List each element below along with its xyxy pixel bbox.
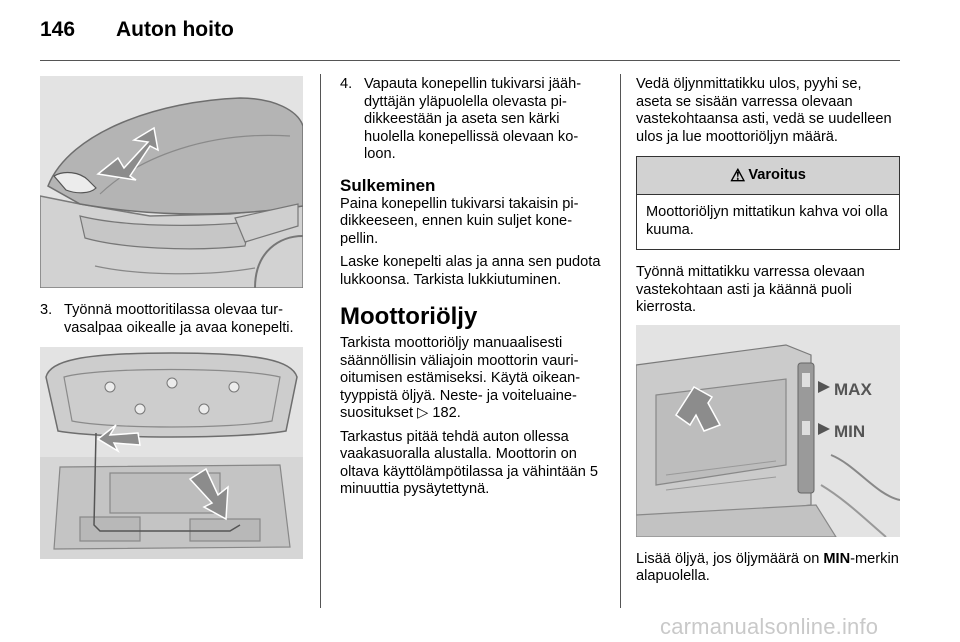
dipstick-max-label: MAX [834,379,872,399]
closing-paragraph-1: Paina konepellin tukivarsi takaisin pidikkeeseen, ennen kuin suljet konepellin. [340,195,579,247]
dipstick-paragraph-3-after: -merkin alapuolella. [636,550,899,584]
step-3 [40,302,303,337]
hood-prop-illustration [40,347,303,559]
dipstick-paragraph-3-before: Lisää öljyä, jos öljymäärä on [636,550,824,567]
warning-box [636,156,900,250]
dipstick-min-label: MIN [834,421,866,441]
page-header [40,18,900,60]
dipstick-illustration [636,325,900,537]
watermark: carmanualsonline.info [660,614,879,639]
engine-oil-paragraph-1-text: Tarkista moottoriöljy manuaalisesti säännöllisin väliajoin moottorin vaurioitumisen estämiseksi. Käytä oikeantyyppistä öljyä. Neste- ja voiteluainesuositukset [340,335,581,421]
warning-body: Moottoriöljyn mittatikun kahva voi olla kuuma. [646,204,888,238]
page-title: Auton hoito [116,18,234,41]
engine-oil-heading: Moottoriöljy [340,303,478,330]
step-4 [340,76,604,164]
step-3-number: 3. [40,302,53,318]
engine-oil-paragraph-1 [340,335,604,423]
dipstick-paragraph-3 [636,551,900,586]
engine-oil-reference-link[interactable]: 182. [432,405,461,421]
page-reference-arrow-icon: ▷ [417,405,429,421]
min-mark-label: MIN [823,550,851,567]
column-divider-right [620,74,621,608]
warning-header [637,157,899,195]
step-4-number: 4. [340,76,353,92]
column-divider-left [320,74,321,608]
step-4-text: Vapauta konepellin tukivarsi jäähdyttäjän yläpuolella olevasta pidikkeestään ja aseta sen kärki huolella konepellissä olevaan koloon. [364,76,582,162]
closing-paragraph-2: Laske konepelti alas ja anna sen pudota lukkoonsa. Tarkista lukkiutuminen. [340,254,601,288]
engine-oil-paragraph-2: Tarkastus pitää tehdä auton ollessa vaakasuoralla alustalla. Moottorin on oltava käyttölämpötilassa ja vähintään 5 minuuttia pysäytettynä. [340,428,598,497]
dipstick-paragraph-1: Vedä öljynmittatikku ulos, pyyhi se, aseta se sisään varressa olevaan vastekohtaansa asti, vedä se uudelleen ulos ja lue moottoriöljyn määrä. [636,76,892,145]
page-number: 146 [40,18,76,41]
right-column [636,76,900,592]
hood-release-illustration [40,76,303,288]
hood-prop-figure [40,347,303,559]
middle-column [340,76,604,505]
header-rule [40,60,900,61]
warning-triangle-icon: ⚠ [730,165,746,185]
hood-release-figure [40,76,303,288]
step-3-text: Työnnä moottoritilassa olevaa turvasalpaa oikealle ja avaa konepelti. [64,302,294,336]
left-column [40,76,303,559]
closing-heading: Sulkeminen [340,175,436,195]
dipstick-figure [636,325,900,537]
warning-title: Varoitus [748,166,806,183]
dipstick-paragraph-2: Työnnä mittatikku varressa olevaan vastekohtaan asti ja käännä puoli kierrosta. [636,264,865,315]
